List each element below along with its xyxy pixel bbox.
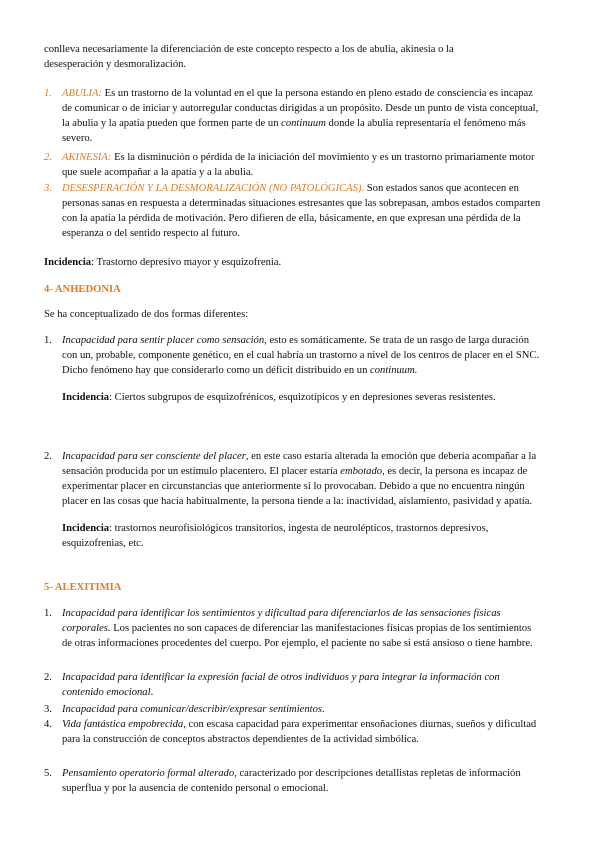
list-item-anhedonia-1: 1. Incapacidad para sentir placer como sensación, esto es somáticamente. Se trata de un rasgo de larga duración con un, probable, componente genético, en el cual habría un trastorno a nivel de los centros de placer en el SNC. Dicho fenómeno hay que considerarlo como un déficit distribuido en un continuum. Incidencia: Ciertos subgrupos de esquizofrénicos, esquizotípicos y en depresiones severas resistentes. — [44, 335, 540, 403]
intro-line-1: conlleva necesariamente la diferenciación de este concepto respecto a los de abulia, akinesia o la — [44, 44, 454, 55]
list-item-alexitimia-1: 1. Incapacidad para identificar los sentimientos y dificultad para diferenciarlos de las sensaciones físicas corporales. Los pacientes no son capaces de diferenciar las manifestaciones físicas propias de los sentimientos de otras informaciones procedentes del cuerpo. Por ejemplo, el paciente no sabe si está ansioso o tiene hambre. — [44, 608, 533, 649]
list-item-akinesia: 2. AKINESIA: Es la disminución o pérdida de la iniciación del movimiento y es un trastorno primariamente motor que suele acompañar a la apatía y a la abulia. — [44, 152, 535, 178]
list-item-alexitimia-2: 2. Incapacidad para identificar la expresión facial de otros individuos y para integrar la información con contenido emocional. — [44, 672, 500, 698]
incidencia-paragraph: Incidencia: Trastorno depresivo mayor y esquizofrenia. — [44, 257, 282, 268]
intro-paragraph — [44, 42, 564, 72]
term-abulia: ABULIA: — [62, 88, 103, 99]
incidencia-label: Incidencia — [44, 257, 92, 268]
list-number: 1. — [44, 88, 52, 99]
section-heading-alexitimia: 5- ALEXITIMIA — [44, 582, 122, 593]
intro-line-2: desesperación y desmoralización. — [44, 59, 187, 70]
list-item-abulia: 1. ABULIA: Es un trastorno de la voluntad en el que la persona estando en pleno estado de consciencia es incapaz de comunicar o de iniciar y autorregular conductas dirigidas a un propósito. Desde un punto de vista conceptual, la abulia y la apatía pueden que formen parte de un continuum donde la abulia representaría el fenómeno más severo. — [44, 88, 539, 144]
list-item-alexitimia-5: 5. Pensamiento operatorio formal alterado, caracterizado por descripciones detallistas repletas de información superflua y por la ausencia de contenido personal o emocional. — [44, 768, 521, 794]
list-item-alexitimia-3: 3. Incapacidad para comunicar/describir/expresar sentimientos. — [44, 704, 325, 715]
list-number: 3. — [44, 183, 52, 194]
section-heading-anhedonia: 4- ANHEDONIA — [44, 284, 121, 295]
list-number: 2. — [44, 152, 52, 163]
incidencia-label: Incidencia — [62, 523, 110, 534]
list-item-desesperacion: 3. DESESPERACIÓN Y LA DESMORALIZACIÓN (NO PATOLÓGICAS). Son estados sanos que acontecen en personas sanas en respuesta a determinadas situaciones estresantes que las sobrepasan, ambos estados comparten con la apatía la pérdida de motivación. Pero difieren de ella, básicamente, en que expresan una pérdida de la esperanza o del sentido respecto al futuro. — [44, 183, 541, 239]
list-item-alexitimia-4: 4. Vida fantástica empobrecida, con escasa capacidad para experimentar ensoñaciones diurnas, sueños y dificultad para la construcción de conceptos abstractos dependientes de la actividad simbólica. — [44, 719, 537, 745]
term-akinesia: AKINESIA: — [62, 152, 112, 163]
list-item-anhedonia-2: 2. Incapacidad para ser consciente del placer, en este caso estaría alterada la emoción que debería acompañar a la sensación producida por un estímulo placentero. El placer estaría embotado, es decir, la persona es incapaz de experimentar placer en circunstancias que anteriormente sí lo provocaban. Debido a que no encuentra ningún placer en las cosas que hacía habitualmente, la persona tiende a la: inactividad, aislamiento, pasividad y apatía. Incidencia: trastornos neurofisiológicos transitorios, ingesta de neurolépticos, trastornos depresivos, esquizofrenias, etc. — [44, 451, 537, 549]
incidencia-label: Incidencia — [62, 392, 110, 403]
term-desesperacion: DESESPERACIÓN Y LA DESMORALIZACIÓN (NO PATOLÓGICAS). — [62, 183, 365, 194]
section-intro: Se ha conceptualizado de dos formas diferentes: — [44, 309, 249, 320]
